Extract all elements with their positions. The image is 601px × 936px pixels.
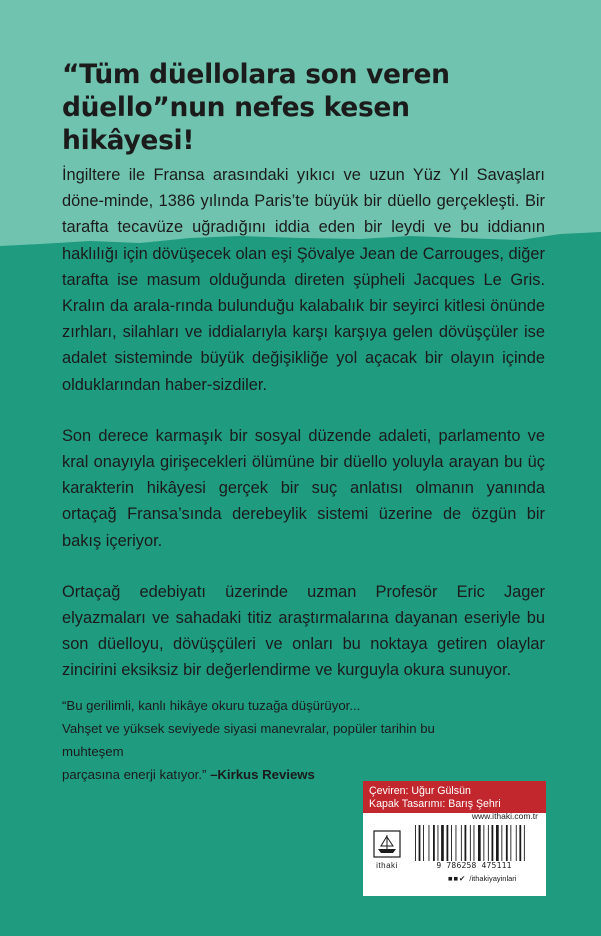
headline — [62, 58, 542, 157]
barcode-bar — [506, 825, 508, 861]
quote-source: –Kirkus Reviews — [210, 767, 315, 782]
publisher-logo — [371, 829, 403, 871]
barcode-bar — [456, 825, 457, 861]
barcode-bar — [478, 825, 481, 861]
credits-box — [363, 781, 546, 896]
barcode-bar — [423, 825, 424, 861]
barcode-bar — [510, 825, 511, 861]
logo-wordmark: ithaki — [376, 861, 398, 870]
publisher-website: www.ithaki.com.tr — [471, 811, 538, 821]
isbn-number: 9 786258 475111 — [436, 861, 512, 870]
ship-icon — [371, 829, 403, 859]
barcode-bar — [451, 825, 452, 861]
barcode-bar — [470, 825, 471, 861]
headline-line: “Tüm düellolara son veren — [62, 59, 450, 90]
quote-line-text: parçasına enerji katıyor.” — [62, 767, 211, 782]
barcode-bar — [524, 825, 525, 861]
barcode-bar — [501, 825, 502, 861]
barcode-bar — [474, 825, 475, 861]
barcode-bar — [438, 825, 439, 861]
translator-credit: Çeviren: Uğur Gülsün — [369, 785, 471, 797]
blurb-paragraph: İngiltere ile Fransa arasındaki yıkıcı ve uzun Yüz Yıl Savaşları döne-minde, 1386 yılında Paris’te büyük bir düello gerçekleşti. Bir tarafta tecavüze uğradığını iddia eden bir leydi ve bu iddianın haklılığı için dövüşecek olan eşi Şövalye Jean de Carrouges, diğer tarafta ise masum olduğunda direten şüpheli Jacques Le Gris. Kralın da arala-rında bulunduğu kalabalık bir seyirci kitlesi önünde zırhları, silahları ve iddialarıyla karşı karşıya gelen dövüşçüler ise adalet sisteminde büyük değişikliğe yol açacak bir olayın içinde olduklarından haber-sizdiler. — [62, 166, 545, 394]
cover-design-credit: Kapak Tasarımı: Barış Şehri — [369, 797, 501, 810]
review-quote — [62, 694, 482, 786]
blurb-paragraph: Son derece karmaşık bir sosyal düzende adaleti, parlamento ve kral onayıyla girişecekleri ölümüne bir düello yoluyla arayan bu üç karakterin hikâyesi gerçek bir suç anlatısı olmanın yanında ortaçağ Fransa’sında derebeylik sistemi üzerine de özgün bir bakış içeriyor. — [62, 426, 545, 550]
barcode-bar — [441, 825, 444, 861]
barcode-bar — [415, 825, 416, 861]
quote-line: Vahşet ve yüksek seviyede siyasi manevralar, popüler tarihin bu muhteşem — [62, 721, 435, 759]
barcode-bar — [419, 825, 421, 861]
social-line — [448, 874, 516, 883]
blurb-body — [62, 162, 545, 709]
barcode-bar — [492, 825, 494, 861]
barcode-bar — [483, 825, 484, 861]
barcode-bar — [496, 825, 499, 861]
barcode-bar — [433, 825, 435, 861]
barcode-bar — [461, 825, 462, 861]
headline-line: hikâyesi! — [62, 125, 195, 156]
headline-line: düello”nun nefes kesen — [62, 92, 410, 123]
social-icons: ■■✔ — [448, 874, 467, 883]
blurb-paragraph: Ortaçağ edebiyatı üzerinde uzman Profesör Eric Jager elyazmaları ve sahadaki titiz araştırmalarına dayanan eseriyle bu son düelloyu, dövüşçüleri ve onları bu noktaya getiren olaylar zincirini eksiksiz bir değerlendirme ve kurguyla okura sunuyor. — [62, 582, 545, 680]
credits-band — [363, 781, 546, 813]
quote-line: “Bu gerilimli, kanlı hikâye okuru tuzağa düşürüyor... — [62, 698, 361, 713]
social-handle: /ithakiyayinlari — [469, 874, 517, 883]
barcode-bar — [519, 825, 521, 861]
barcode-bar — [488, 825, 489, 861]
isbn-barcode — [413, 825, 533, 861]
barcode-bar — [429, 825, 430, 861]
barcode-bar — [516, 825, 517, 861]
barcode-bar — [447, 825, 449, 861]
barcode-bar — [465, 825, 467, 861]
